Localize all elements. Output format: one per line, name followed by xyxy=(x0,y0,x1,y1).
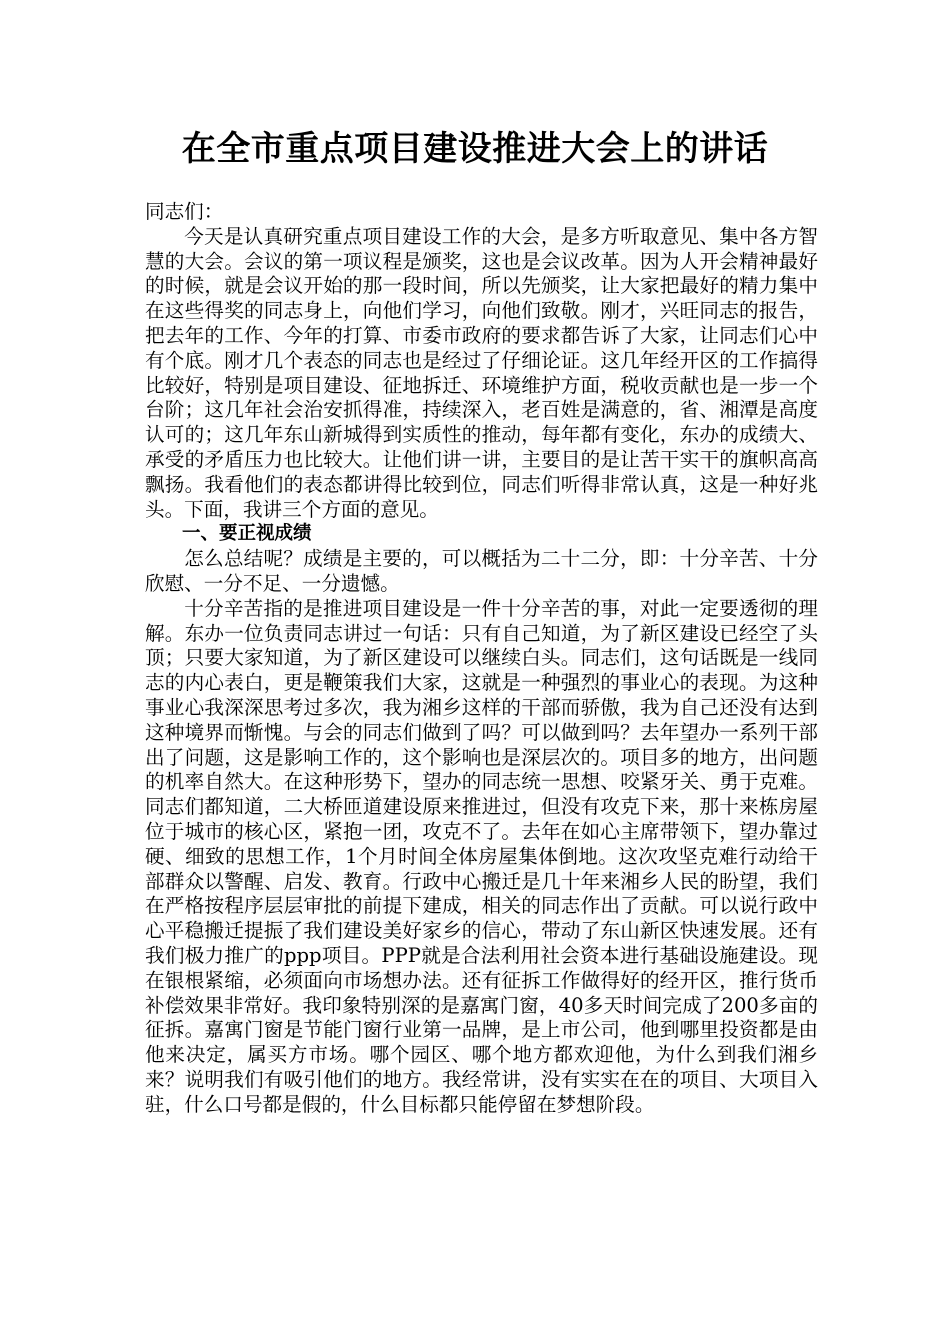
paragraph-hardship: 十分辛苦指的是推进项目建设是一件十分辛苦的事，对此一定要透彻的理解。东办一位负责同志讲过一句话：只有自己知道，为了新区建设已经空了头顶；只要大家知道，为了新区建设可以继续白头。同志们，这句话既是一线同志的内心表白，更是鞭策我们大家，这就是一种强烈的事业心的表现。为这种事业心我深深思考过多次，我为湘乡这样的干部而骄傲，我为自己还没有达到这种境界而惭愧。与会的同志们做到了吗？可以做到吗？去年望办一系列干部出了问题，这是影响工作的，这个影响也是深层次的。项目多的地方，出问题的机率自然大。在这种形势下，望办的同志统一思想、咬紧牙关、勇于克难。同志们都知道，二大桥匝道建设原来推进过，但没有攻克下来，那十来栋房屋位于城市的核心区，紧抱一团，攻克不了。去年在如心主席带领下，望办靠过硬、细致的思想工作，1个月时间全体房屋集体倒地。这次攻坚克难行动给干部群众以警醒、启发、教育。行政中心搬迁是几十年来湘乡人民的盼望，我们在严格按程序层层审批的前提下建成，相关的同志作出了贡献。可以说行政中心平稳搬迁提振了我们建设美好家乡的信心，带动了东山新区快速发展。还有我们极力推广的ppp项目。PPP就是合法利用社会资本进行基础设施建设。现在银根紧缩，必须面向市场想办法。还有征拆工作做得好的经开区，推行货币补偿效果非常好。我印象特别深的是嘉寓门窗，40多天时间完成了200多亩的征拆。嘉寓门窗是节能门窗行业第一品牌，是上市公司，他到哪里投资都是由他来决定，属买方市场。哪个园区、哪个地方都欢迎他，为什么到我们湘乡来？说明我们有吸引他们的地方。我经常讲，没有实实在在的项目、大项目入驻，什么口号都是假的，什么目标都只能停留在梦想阶段。 xyxy=(145,596,818,1116)
paragraph-intro: 今天是认真研究重点项目建设工作的大会，是多方听取意见、集中各方智慧的大会。会议的第一项议程是颁奖，这也是会议改革。因为人开会精神最好的时候，就是会议开始的那一段时间，所以先颁奖，让大家把最好的精力集中在这些得奖的同志身上，向他们学习，向他们致敬。刚才，兴旺同志的报告，把去年的工作、今年的打算、市委市政府的要求都告诉了大家，让同志们心中有个底。刚才几个表态的同志也是经过了仔细论证。这几年经开区的工作搞得比较好，特别是项目建设、征地拆迁、环境维护方面，税收贡献也是一步一个台阶；这几年社会治安抓得准，持续深入，老百姓是满意的，省、湘潭是高度认可的；这几年东山新城得到实质性的推动，每年都有变化，东办的成绩大、承受的矛盾压力也比较大。让他们讲一讲，主要目的是让苦干实干的旗帜高高飘扬。我看他们的表态都讲得比较到位，同志们听得非常认真，这是一种好兆头。下面，我讲三个方面的意见。 xyxy=(145,224,818,521)
section-heading: 一、要正视成绩 xyxy=(182,523,312,545)
document-title: 在全市重点项目建设推进大会上的讲话 xyxy=(181,129,769,169)
salutation: 同志们： xyxy=(145,200,224,223)
paragraph-summary: 怎么总结呢？成绩是主要的，可以概括为二十二分，即：十分辛苦、十分欣慰、一分不足、一分遗憾。 xyxy=(145,547,818,595)
document-body xyxy=(145,200,818,1117)
